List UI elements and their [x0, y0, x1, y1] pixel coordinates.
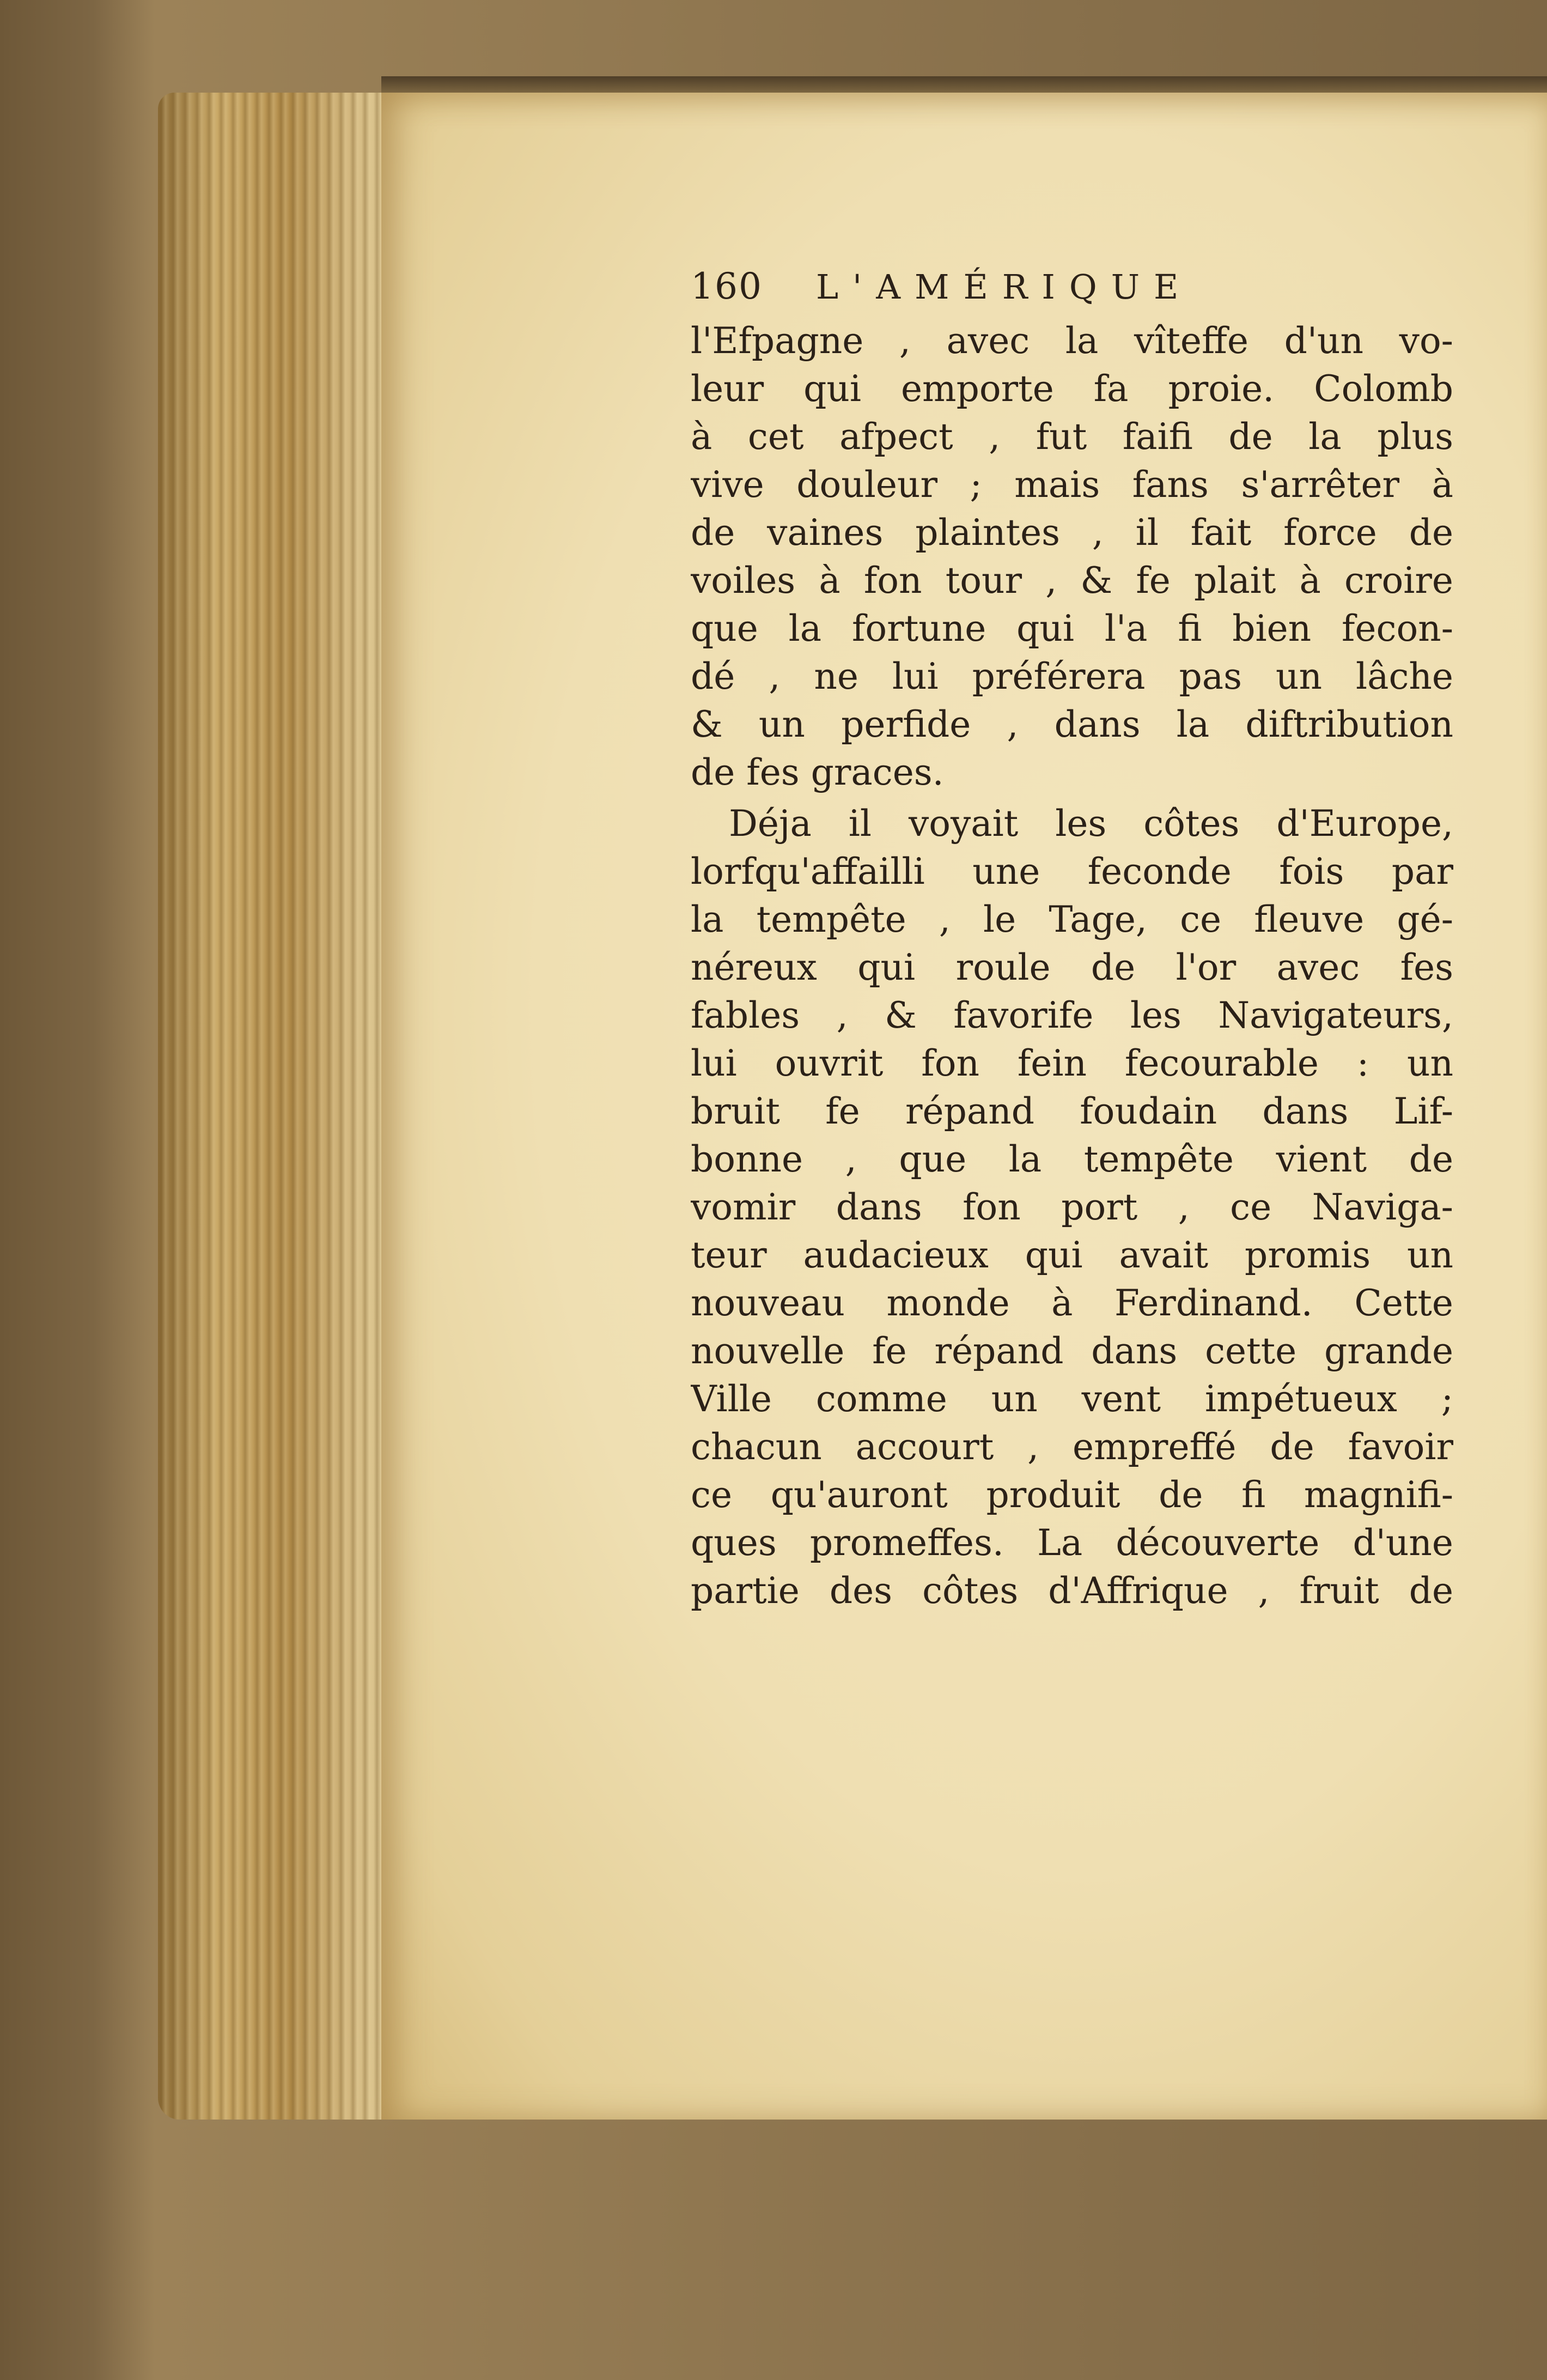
text-line: dé , ne lui préférera pas un lâche	[691, 655, 1453, 697]
text-line: & un perfide , dans la diftribution	[691, 703, 1453, 745]
text-line: Déja il voyait les côtes d'Europe,	[729, 803, 1453, 845]
text-line: nouvelle fe répand dans cette grande	[691, 1330, 1453, 1372]
text-line: néreux qui roule de l'or avec fes	[691, 946, 1453, 988]
text-line: que la fortune qui l'a fi bien fecon-	[691, 608, 1453, 649]
text-line: bruit fe répand foudain dans Lif-	[691, 1090, 1453, 1132]
text-line: à cet afpect , fut faifi de la plus	[691, 416, 1453, 458]
text-line: ques promeffes. La découverte d'une	[691, 1522, 1453, 1564]
text-line: Ville comme un vent impétueux ;	[691, 1378, 1453, 1420]
text-line: leur qui emporte fa proie. Colomb	[691, 368, 1453, 410]
text-line: fables , & favorife les Navigateurs,	[691, 994, 1453, 1036]
running-title: L'AMÉRIQUE	[816, 267, 1193, 307]
text-line: de vaines plaintes , il fait force de	[691, 512, 1453, 554]
page-fore-edge	[158, 93, 398, 2120]
text-line: nouveau monde à Ferdinand. Cette	[691, 1282, 1453, 1324]
text-line: lorfqu'affailli une feconde fois par	[691, 851, 1453, 892]
text-block	[691, 265, 1453, 1615]
text-line: partie des côtes d'Affrique , fruit de	[691, 1570, 1453, 1612]
text-line: chacun accourt , empreffé de favoir	[691, 1426, 1453, 1468]
text-line: de fes graces.	[691, 751, 944, 793]
text-line: vomir dans fon port , ce Naviga-	[691, 1186, 1453, 1228]
text-line: bonne , que la tempête vient de	[691, 1138, 1453, 1180]
text-line: lui ouvrit fon fein fecourable : un	[691, 1042, 1453, 1084]
text-line: l'Efpagne , avec la vîteffe d'un vo-	[691, 320, 1453, 362]
text-line: voiles à fon tour , & fe plait à croire	[691, 560, 1453, 602]
text-line: la tempête , le Tage, ce fleuve gé-	[691, 898, 1453, 940]
page-number: 160	[691, 265, 763, 307]
paragraph-2	[691, 800, 1453, 1615]
text-line: ce qu'auront produit de fi magnifi-	[691, 1474, 1453, 1516]
running-head	[691, 265, 1453, 317]
text-line: teur audacieux qui avait promis un	[691, 1234, 1453, 1276]
paragraph-1	[691, 317, 1453, 797]
text-line: vive douleur ; mais fans s'arrêter à	[691, 464, 1453, 506]
